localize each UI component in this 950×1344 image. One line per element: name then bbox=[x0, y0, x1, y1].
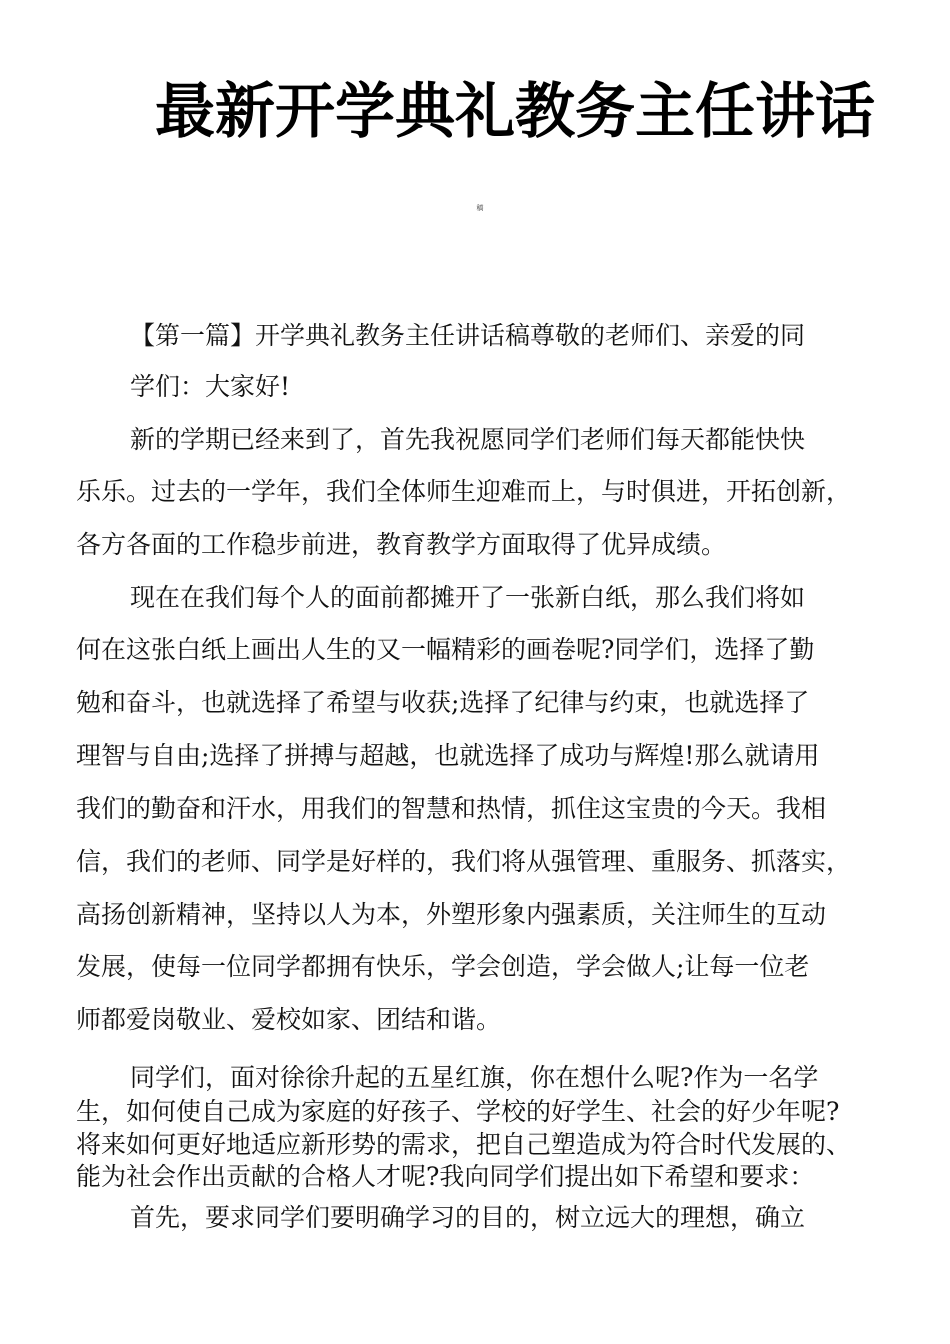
paragraph-line: 勉和奋斗，也就选择了希望与收获;选择了纪律与约束，也就选择了 bbox=[76, 688, 810, 717]
paragraph-line: 现在在我们每个人的面前都摊开了一张新白纸，那么我们将如 bbox=[130, 583, 806, 612]
paragraph-line: 新的学期已经来到了，首先我祝愿同学们老师们每天都能快快 bbox=[130, 425, 806, 454]
paragraph-line: 信，我们的老师、同学是好样的，我们将从强管理、重服务、抓落实， bbox=[76, 847, 852, 876]
paragraph-line: 首先，要求同学们要明确学习的目的，树立远大的理想，确立 bbox=[130, 1203, 806, 1232]
document-subtitle: 稿 bbox=[476, 204, 484, 212]
paragraph-line: 高扬创新精神，坚持以人为本，外塑形象内强素质，关注师生的互动 bbox=[76, 900, 827, 929]
paragraph-line: 何在这张白纸上画出人生的又一幅精彩的画卷呢?同学们，选择了勤 bbox=[76, 635, 815, 664]
paragraph-line: 将来如何更好地适应新形势的需求，把自己塑造成为符合时代发展的、 bbox=[76, 1130, 852, 1159]
paragraph-line: 发展，使每一位同学都拥有快乐，学会创造，学会做人;让每一位老 bbox=[76, 952, 810, 981]
paragraph-line: 生，如何使自己成为家庭的好孩子、学校的好学生、社会的好少年呢? bbox=[76, 1097, 840, 1126]
paragraph-line: 能为社会作出贡献的合格人才呢?我向同学们提出如下希望和要求： bbox=[76, 1162, 815, 1191]
paragraph-line: 乐乐。过去的一学年，我们全体师生迎难而上，与时俱进，开拓创新， bbox=[76, 477, 852, 506]
paragraph-line: 各方各面的工作稳步前进，教育教学方面取得了优异成绩。 bbox=[76, 530, 727, 559]
paragraph-line: 【第一篇】开学典礼教务主任讲话稿尊敬的老师们、亲爱的同 bbox=[130, 321, 806, 350]
paragraph-line: 同学们，面对徐徐升起的五星红旗，你在想什么呢?作为一名学 bbox=[130, 1063, 819, 1092]
paragraph-line: 理智与自由;选择了拼搏与超越，也就选择了成功与辉煌!那么就请用 bbox=[76, 741, 820, 770]
paragraph-line: 师都爱岗敬业、爱校如家、团结和谐。 bbox=[76, 1005, 502, 1034]
paragraph-line: 我们的勤奋和汗水，用我们的智慧和热情，抓住这宝贵的今天。我相 bbox=[76, 794, 827, 823]
document-title: 最新开学典礼教务主任讲话 bbox=[155, 77, 875, 147]
paragraph-line: 学们：大家好! bbox=[130, 372, 291, 401]
